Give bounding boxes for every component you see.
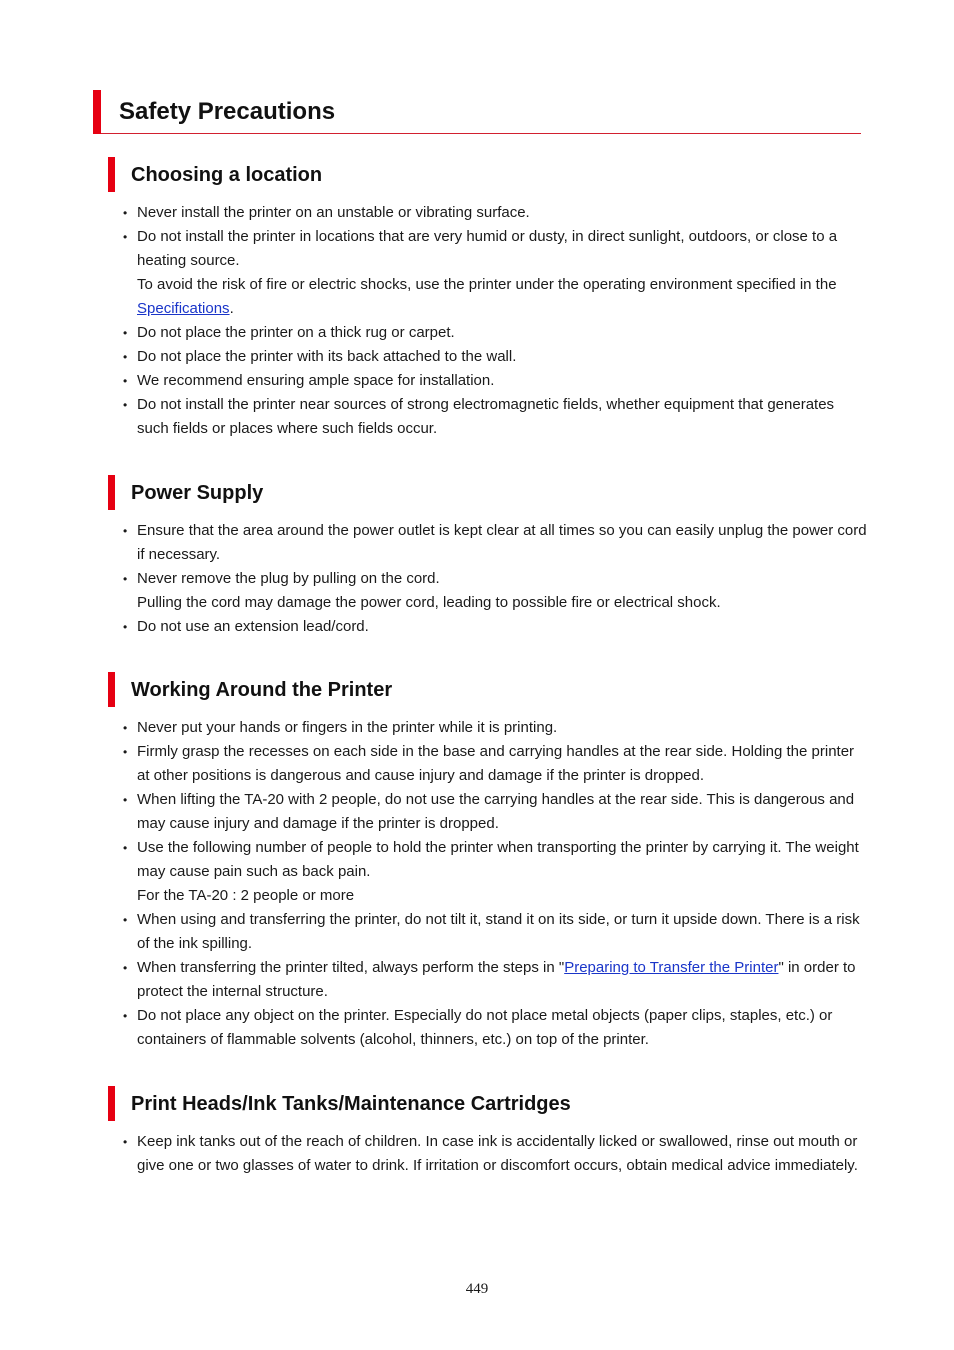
heading-accent-bar (108, 672, 115, 707)
bullet-list (123, 519, 868, 639)
preparing-to-transfer-link[interactable]: Preparing to Transfer the Printer (564, 959, 779, 976)
list-item: • Do not install the printer in locations that are very humid or dusty, in direct sunlight, outdoors, or close to a heating source. To avoid the risk of fire or electric shocks, use the printer under the operating environment specified in the Specifications. (123, 225, 868, 321)
list-item: • Firmly grasp the recesses on each side in the base and carrying handles at the rear side. Holding the printer at other positions is dangerous and cause injury and damage if the printer is dropped. (123, 740, 868, 788)
section-heading-block (108, 157, 868, 193)
section-heading: Power Supply (131, 482, 264, 504)
list-item: • Do not place the printer with its back attached to the wall. (123, 345, 868, 369)
list-item: • Ensure that the area around the power outlet is kept clear at all times so you can easily unplug the power cord if necessary. (123, 519, 868, 567)
heading-accent-bar (108, 1086, 115, 1121)
section-heading-block (108, 1086, 868, 1122)
section-choosing-location (108, 157, 868, 437)
heading-accent-bar (108, 157, 115, 192)
list-item: • We recommend ensuring ample space for installation. (123, 369, 868, 393)
section-heading: Print Heads/Ink Tanks/Maintenance Cartridges (131, 1093, 571, 1115)
list-item: • Keep ink tanks out of the reach of children. In case ink is accidentally licked or swallowed, rinse out mouth or give one or two glasses of water to drink. If irritation or discomfort occurs, obtain medical advice immediately. (123, 1130, 868, 1178)
heading-accent-bar (108, 475, 115, 510)
section-heading: Working Around the Printer (131, 679, 393, 701)
section-power-supply (108, 475, 868, 635)
list-item: • Do not install the printer near sources of strong electromagnetic fields, whether equipment that generates such fields or places where such fields occur. (123, 393, 868, 441)
list-item: • When transferring the printer tilted, always perform the steps in "Preparing to Transfer the Printer" in order to protect the internal structure. (123, 956, 868, 1004)
bullet-list (123, 201, 868, 441)
list-item: • Never remove the plug by pulling on the cord. Pulling the cord may damage the power cord, leading to possible fire or electrical shock. (123, 567, 868, 615)
title-accent-bar (93, 90, 101, 134)
page-title-block (93, 90, 861, 134)
list-item: • Do not place any object on the printer. Especially do not place metal objects (paper clips, staples, etc.) or containers of flammable solvents (alcohol, thinners, etc.) on top of the printer. (123, 1004, 868, 1052)
section-heading: Choosing a location (131, 164, 323, 186)
section-print-heads-ink (108, 1086, 868, 1174)
bullet-list (123, 1130, 868, 1178)
list-item: • When lifting the TA-20 with 2 people, do not use the carrying handles at the rear side. This is dangerous and may cause injury and damage if the printer is dropped. (123, 788, 868, 836)
list-item: • Do not use an extension lead/cord. (123, 615, 868, 639)
list-item: • When using and transferring the printer, do not tilt it, stand it on its side, or turn it upside down. There is a risk of the ink spilling. (123, 908, 868, 956)
section-heading-block (108, 672, 868, 708)
section-heading-block (108, 475, 868, 511)
list-item: • Never install the printer on an unstable or vibrating surface. (123, 201, 868, 225)
section-working-around-printer (108, 672, 868, 1048)
list-item: • Do not place the printer on a thick rug or carpet. (123, 321, 868, 345)
bullet-list (123, 716, 868, 1052)
page-title: Safety Precautions (119, 98, 336, 125)
item-note: Pulling the cord may damage the power cord, leading to possible fire or electrical shock. (137, 594, 721, 611)
item-note: For the TA-20 : 2 people or more (137, 887, 355, 904)
list-item: • Never put your hands or fingers in the printer while it is printing. (123, 716, 868, 740)
specifications-link[interactable]: Specifications (137, 300, 230, 317)
page-number: 449 (465, 1281, 489, 1297)
item-note: To avoid the risk of fire or electric shocks, use the printer under the operating environment specified in the Specifications. (137, 276, 837, 317)
list-item: • Use the following number of people to hold the printer when transporting the printer by carrying it. The weight may cause pain such as back pain. For the TA-20 : 2 people or more (123, 836, 868, 908)
